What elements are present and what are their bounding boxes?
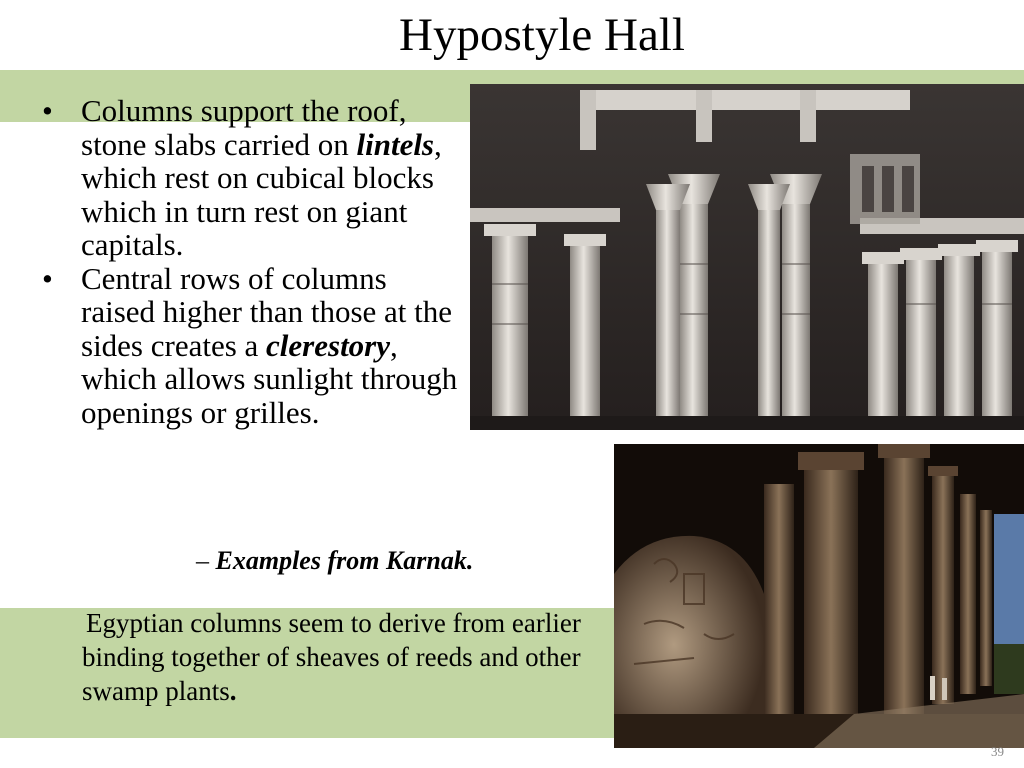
bullet-text: , which rest on cubical blocks which in turn rest on giant capitals.: [81, 126, 442, 262]
bullet-emphasis: lintels: [356, 126, 434, 162]
bullet-text: , which allows sunlight through openings or grilles.: [81, 327, 458, 430]
paragraph-text: Egyptian columns seem to derive from earlier binding together of sheaves of reeds and other swamp plants: [82, 608, 581, 706]
slide-title: Hypostyle Hall: [399, 9, 685, 61]
caption-text: Examples from Karnak.: [215, 546, 474, 575]
bullet-item-clerestory: [40, 262, 460, 430]
hypostyle-model-image: [470, 84, 1024, 430]
bullet-text: Central rows of columns raised higher than those at the sides creates a: [81, 260, 453, 363]
paragraph-end: .: [229, 676, 237, 706]
page-number: 39: [991, 744, 1004, 759]
reeds-paragraph: [82, 606, 582, 708]
bullet-item-lintels: [40, 94, 460, 262]
caption-dash: –: [196, 546, 216, 575]
bullet-emphasis: clerestory: [266, 327, 391, 363]
bullet-list: [40, 94, 460, 429]
karnak-columns-photo: [614, 444, 1024, 748]
examples-caption: [196, 546, 473, 576]
bullet-text: Columns support the roof, stone slabs carried on: [81, 93, 407, 162]
